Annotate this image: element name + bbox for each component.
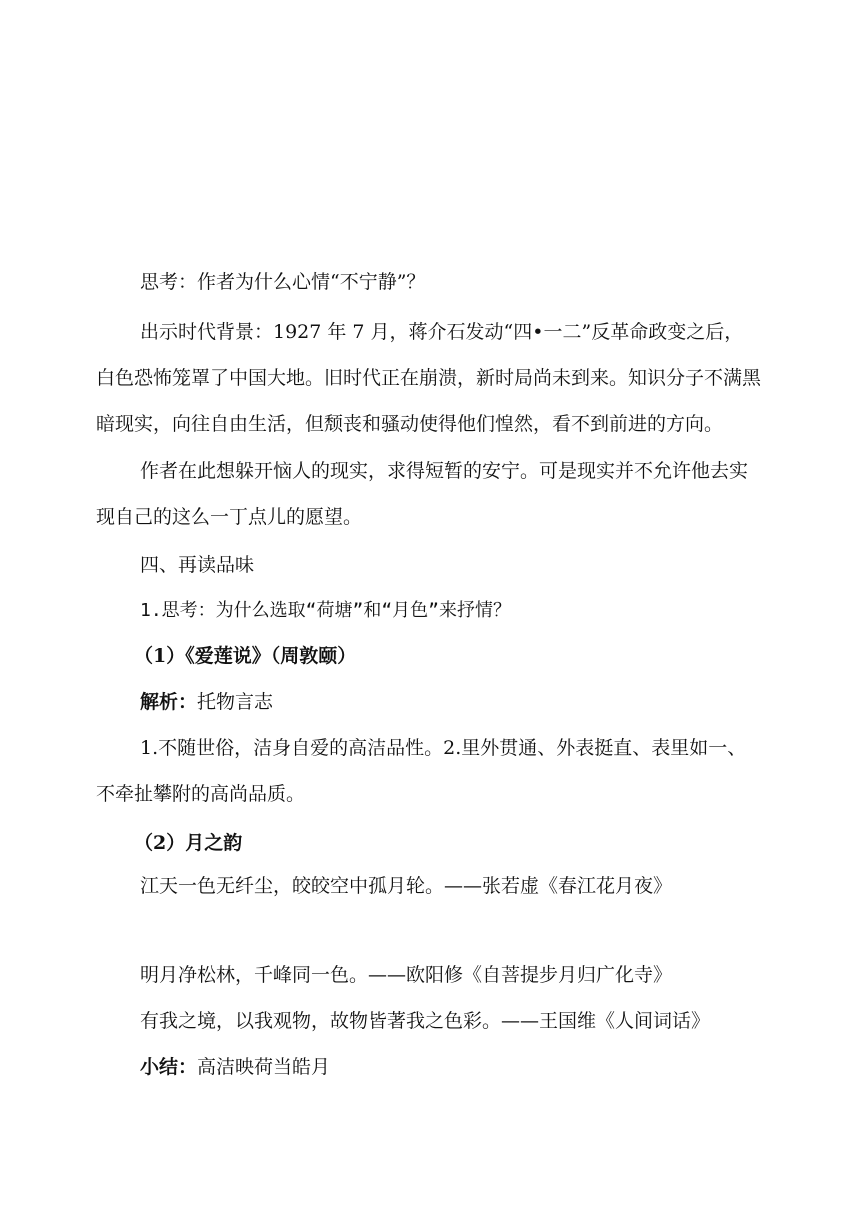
think-question: 1.思考：为什么选取“荷塘”和“月色”来抒情？ (140, 600, 512, 621)
background-paragraph-line: 暗现实，向往自由生活，但颓丧和骚动使得他们惶然，看不到前进的方向。 (96, 413, 724, 435)
quote-line: 江天一色无纤尘，皎皎空中孤月轮。——张若虚《春江花月夜》 (140, 875, 673, 897)
analysis-line (140, 682, 764, 722)
summary-line (140, 1047, 764, 1087)
subheading-ai-lian-shuo: （1）《爱莲说》（周敦颐） (134, 645, 357, 667)
quote-line: 有我之境，以我观物，故物皆著我之色彩。——王国维《人间词话》 (140, 1010, 711, 1032)
question-why-not-calm: 思考：作者为什么心情“不宁静”？ (140, 271, 426, 293)
analysis-label: 解析： (140, 691, 198, 713)
summary-text: 高洁映荷当皓月 (197, 1056, 331, 1078)
summary-label: 小结： (140, 1056, 198, 1078)
points-line: 1.不随世俗，洁身自爱的高洁品性。2.里外贯通、外表挺直、表里如一、 (140, 737, 747, 759)
section-heading-reread: 四、再读品味 (140, 554, 255, 576)
points-line: 不牵扯攀附的高尚品质。 (96, 783, 306, 805)
background-paragraph-line: 白色恐怖笼罩了中国大地。旧时代正在崩溃，新时局尚未到来。知识分子不满黑 (96, 367, 762, 389)
analysis-text: 托物言志 (197, 691, 274, 713)
author-paragraph-line: 现自己的这么一丁点儿的愿望。 (96, 506, 363, 528)
author-paragraph-line: 作者在此想躲开恼人的现实，求得短暂的安宁。可是现实并不允许他去实 (140, 460, 749, 482)
quote-line: 明月净松林，千峰同一色。——欧阳修《自菩提步月归广化寺》 (140, 964, 673, 986)
subheading-moon: （2）月之韵 (134, 832, 243, 854)
background-paragraph-line: 出示时代背景：1927 年 7 月，蒋介石发动“四•一二”反革命政变之后， (140, 321, 744, 343)
